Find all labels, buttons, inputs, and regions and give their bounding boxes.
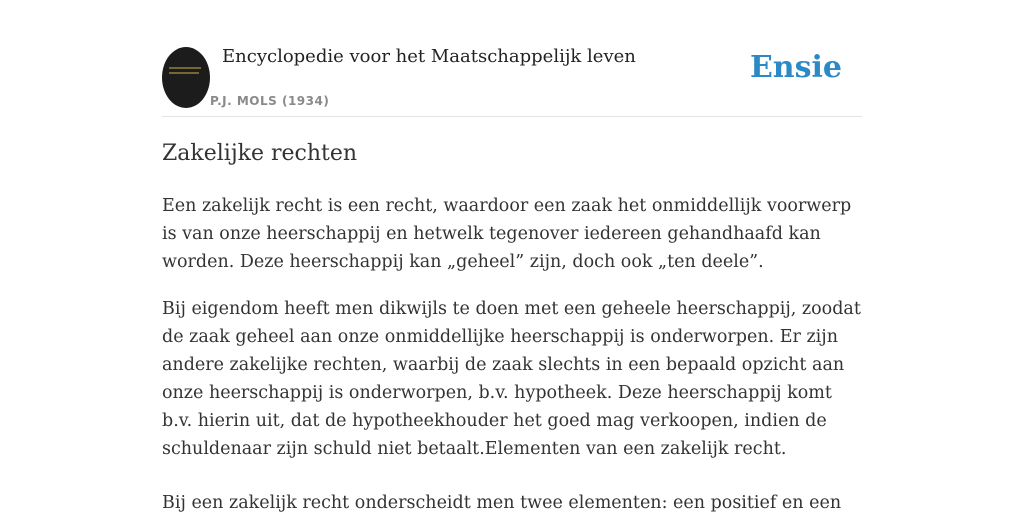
paragraph: Bij eigendom heeft men dikwijls te doen met een geheele heerschappij, zoodat de zaak geheel aan onze onmiddellijke heerschappij is onderworpen. Er zijn andere zakelijke rechten, waarbij de zaak slechts in een bepaald opzicht aan onze heerschappij is onderworpen, b.v. hypotheek. Deze heerschappij komt b.v. hierin uit, dat de hypotheekhouder het goed mag verkoopen, indien de schuldenaar zijn schuld niet betaalt.Elementen van een zakelijk recht.	[162, 299, 861, 459]
book-cover-image[interactable]	[162, 47, 210, 108]
article-title: Zakelijke rechten	[162, 141, 358, 166]
paragraph: Een zakelijk recht is een recht, waardoor een zaak het onmiddellijk voorwerp is van onze heerschappij en hetwelk tegenover iedereen gehandhaafd kan worden. Deze heerschappij kan „geheel” zijn, doch ook „ten deele”.	[162, 196, 852, 272]
header	[162, 46, 862, 117]
book-author: P.J. MOLS (1934)	[210, 94, 330, 108]
paragraph: Bij een zakelijk recht onderscheidt men twee elementen: een positief en een	[162, 493, 842, 512]
book-title[interactable]: Encyclopedie voor het Maatschappelijk leven	[222, 46, 636, 67]
article-body	[162, 138, 862, 512]
site-logo[interactable]: Ensie	[749, 50, 842, 85]
